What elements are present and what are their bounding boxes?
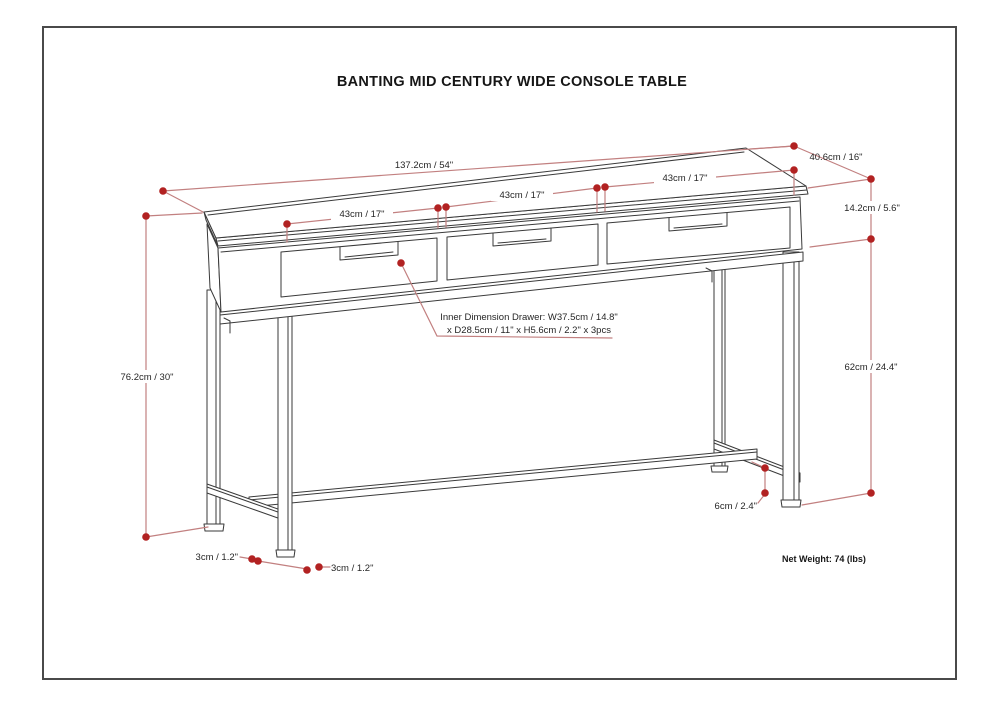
front-right-leg: [781, 252, 801, 507]
page-border: [43, 27, 956, 679]
front-left-leg: [276, 316, 295, 557]
dim-drawer-3-label: 43cm / 17": [662, 173, 708, 184]
dim-leg-thickness-b-label: 3cm / 1.2": [331, 563, 374, 574]
dim-stretcher-height-label: 6cm / 2.4": [714, 501, 757, 512]
diagram-title: BANTING MID CENTURY WIDE CONSOLE TABLE: [336, 74, 688, 90]
dim-leg-thickness-a-label: 3cm / 1.2": [195, 552, 238, 563]
dim-drawer-2-label: 43cm / 17": [499, 190, 545, 201]
dim-drawer-1-label: 43cm / 17": [339, 209, 385, 220]
dim-leg-height-label: 62cm / 24.4": [844, 362, 898, 373]
dim-overall-height-label: 76.2cm / 30": [120, 372, 174, 383]
stretcher-bar: [249, 449, 757, 507]
inner-dimension-line2: x D28.5cm / 11" x H5.6cm / 2.2" x 3pcs: [447, 325, 611, 336]
dim-overall-width-label: 137.2cm / 54": [394, 160, 454, 171]
dim-top-section-height-label: 14.2cm / 5.6": [844, 203, 900, 214]
net-weight-label: Net Weight: 74 (lbs): [782, 554, 866, 564]
console-table-drawing: [204, 148, 808, 557]
dim-overall-depth-label: 40.6cm / 16": [809, 152, 863, 163]
inner-dimension-line1: Inner Dimension Drawer: W37.5cm / 14.8": [440, 312, 618, 323]
